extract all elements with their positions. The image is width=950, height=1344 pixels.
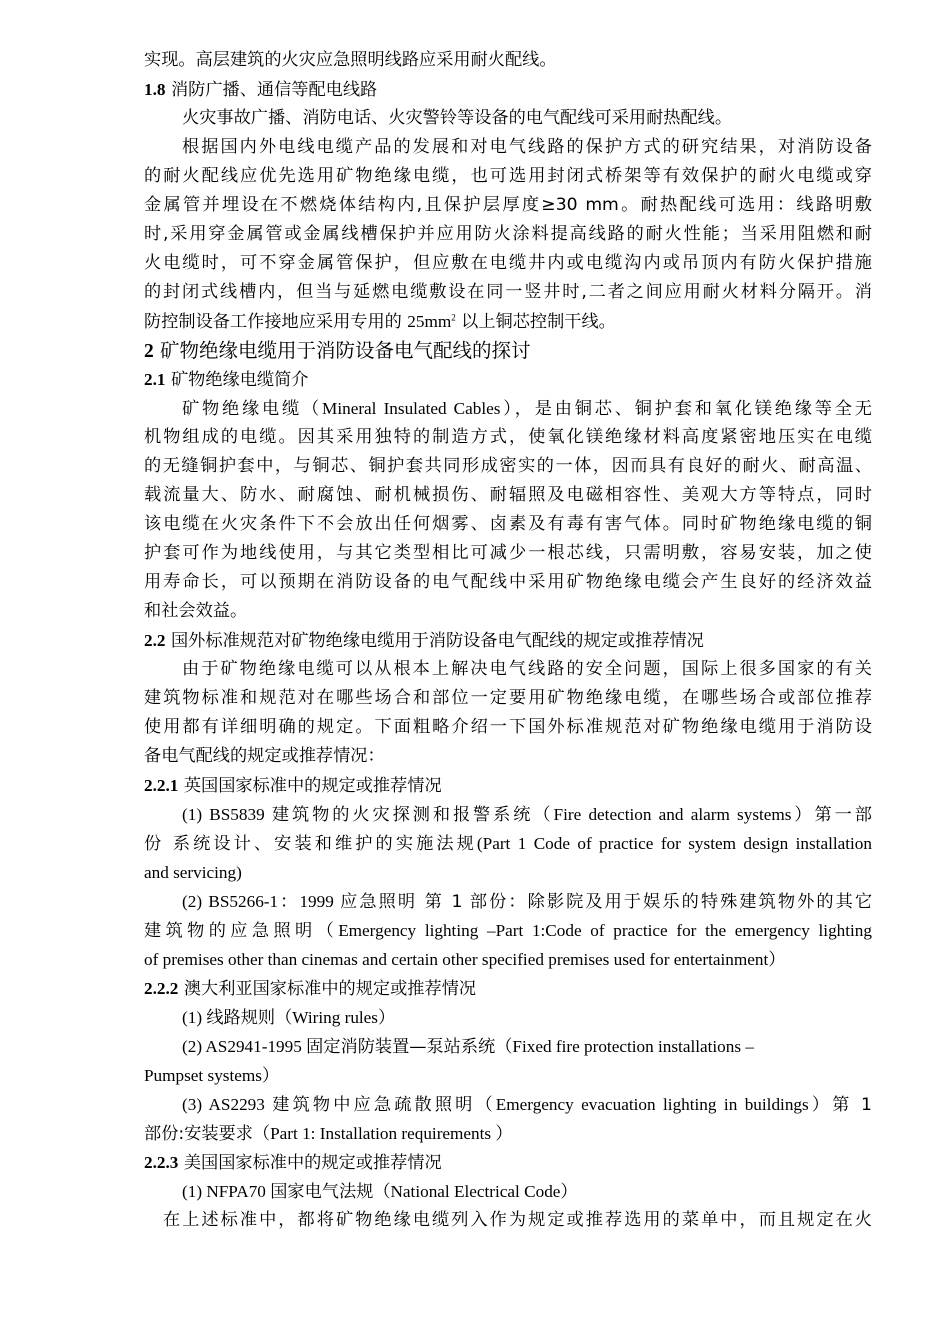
text-line: 防控制设备工作接地应采用专用的 $25mm^2$ 以上铜芯控制干线。 — [144, 312, 616, 332]
text-line: 的无缝铜护套中，与铜芯、铜护套共同形成密实的一体，因而具有良好的耐火、耐高温、 — [144, 456, 872, 476]
text-line: 的耐火配线应优先选用矿物绝缘电缆，也可选用封闭式桥架等有效保护的耐火电缆或穿 — [144, 166, 872, 186]
text-line: 的封闭式线槽内，但当与延燃电缆敷设在同一竖井时,二者之间应用耐火材料分隔开。消 — [144, 282, 872, 302]
text-line: 载流量大、防水、耐腐蚀、耐机械损伤、耐辐照及电磁相容性、美观大方等特点，同时 — [144, 485, 872, 505]
text-line: 护套可作为地线使用，与其它类型相比可减少一根芯线，只需明敷，容易安装，加之使 — [144, 543, 872, 563]
section-heading-2-2: 2.2 国外标准规范对矿物绝缘电缆用于消防设备电气配线的规定或推荐情况 — [144, 631, 704, 651]
text-line: 实现。高层建筑的火灾应急照明线路应采用耐火配线。 — [144, 50, 557, 70]
text-line: 和社会效益。 — [144, 601, 248, 621]
text-line: (3) AS2293 建筑物中应急疏散照明（Emergency evacuation lighting in buildings）第 1 — [182, 1095, 872, 1115]
text-line: 由于矿物绝缘电缆可以从根本上解决电气线路的安全问题，国际上很多国家的有关 — [182, 659, 872, 679]
section-heading-2-1: 2.1 矿物绝缘电缆简介 — [144, 370, 309, 390]
text-line: 备电气配线的规定或推荐情况： — [144, 746, 385, 766]
text-line: 火电缆时，可不穿金属管保护，但应敷在电缆井内或电缆沟内或吊顶内有防火保护措施 — [144, 253, 872, 273]
text-line: 份 系统设计、安装和维护的实施法规(Part 1 Code of practice for system design installation — [144, 834, 872, 854]
text-line: 机物组成的电缆。因其采用独特的制造方式，使氧化镁绝缘材料高度紧密地压实在电缆 — [144, 427, 872, 447]
text-line: (2) BS5266-1：1999 应急照明 第 1 部份：除影院及用于娱乐的特殊建筑物外的其它 — [182, 892, 873, 912]
text-line: 根据国内外电线电缆产品的发展和对电气线路的保护方式的研究结果，对消防设备 — [182, 137, 872, 157]
text-line: Pumpset systems） — [144, 1066, 280, 1086]
text-line: (2) AS2941-1995 固定消防装置—泵站系统（Fixed fire protection installations – — [182, 1037, 754, 1057]
section-heading-2-2-3: 2.2.3 美国国家标准中的规定或推荐情况 — [144, 1153, 442, 1173]
text-line: 该电缆在火灾条件下不会放出任何烟雾、卤素及有毒有害气体。同时矿物绝缘电缆的铜 — [144, 514, 872, 534]
text-line: 在上述标准中，都将矿物绝缘电缆列入作为规定或推荐选用的菜单中，而且规定在火 — [163, 1210, 872, 1230]
text-line: 使用都有详细明确的规定。下面粗略介绍一下国外标准规范对矿物绝缘电缆用于消防设 — [144, 717, 872, 737]
text-line: and servicing) — [144, 863, 242, 882]
text-line: 建筑物标准和规范对在哪些场合和部位一定要用矿物绝缘电缆，在哪些场合或部位推荐 — [144, 688, 872, 708]
text-line: 金属管并埋设在不燃烧体结构内,且保护层厚度≥30 mm。耐热配线可选用：线路明敷 — [144, 195, 872, 215]
section-heading-2-2-1: 2.2.1 英国国家标准中的规定或推荐情况 — [144, 776, 442, 796]
text-line: 部份:安装要求（Part 1: Installation requirements ） — [144, 1124, 513, 1144]
text-line: 火灾事故广播、消防电话、火灾警铃等设备的电气配线可采用耐热配线。 — [182, 108, 733, 128]
section-heading-1-8: 1.8 消防广播、通信等配电线路 — [144, 80, 378, 100]
text-line: (1) BS5839 建筑物的火灾探测和报警系统（Fire detection and alarm systems）第一部 — [182, 805, 872, 825]
text-line: 建筑物的应急照明（Emergency lighting –Part 1:Code of practice for the emergency lighting — [144, 921, 872, 941]
text-line: 时,采用穿金属管或金属线槽保护并应用防火涂料提高线路的耐火性能；当采用阻燃和耐 — [144, 224, 872, 244]
text-line: 用寿命长，可以预期在消防设备的电气配线中采用矿物绝缘电缆会产生良好的经济效益 — [144, 572, 872, 592]
text-line: (1) 线路规则（Wiring rules） — [182, 1008, 396, 1028]
section-heading-2: 2 矿物绝缘电缆用于消防设备电气配线的探讨 — [144, 339, 531, 362]
section-heading-2-2-2: 2.2.2 澳大利亚国家标准中的规定或推荐情况 — [144, 979, 477, 999]
text-line: 矿物绝缘电缆（Mineral Insulated Cables），是由铜芯、铜护套和氧化镁绝缘等全无 — [182, 399, 872, 419]
text-line: (1) NFPA70 国家电气法规（National Electrical Code） — [182, 1182, 578, 1202]
text-line: of premises other than cinemas and certain other specified premises used for entertainment） — [144, 950, 786, 970]
